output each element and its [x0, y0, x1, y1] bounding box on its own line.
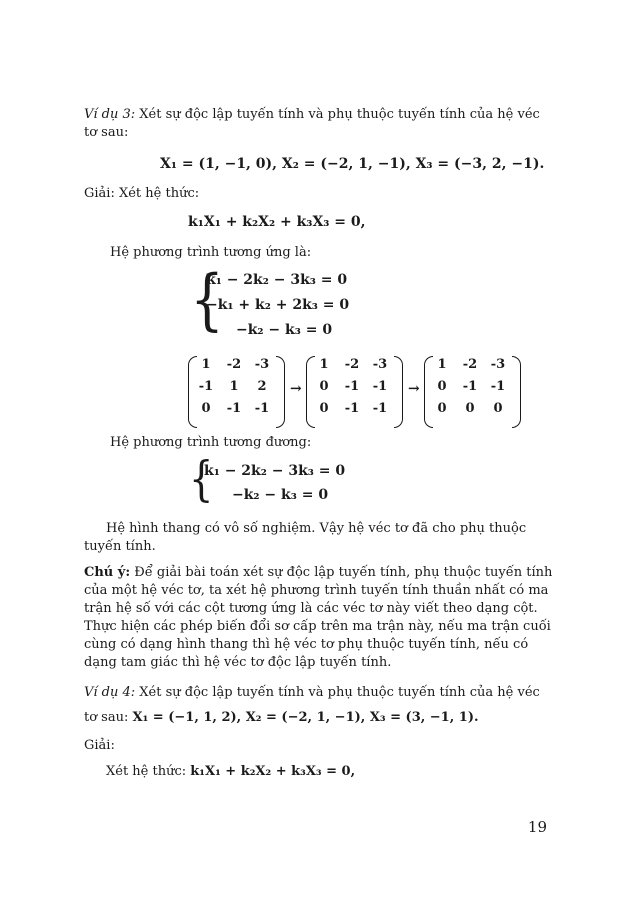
example4-intro-line2: tơ sau: — [84, 710, 129, 725]
equiv-eq-2: −k₂ − k₃ = 0 — [232, 487, 329, 503]
matrix-cell: 1 — [229, 379, 239, 394]
matrix-cell: 1 — [319, 357, 329, 372]
example4-solution-text: Xét hệ thức: — [106, 764, 187, 779]
matrix-cell: 0 — [319, 401, 329, 416]
system-eq-3: −k₂ − k₃ = 0 — [236, 322, 333, 338]
arrow-1: → — [290, 381, 302, 397]
example3-label: Ví dụ 3: — [84, 107, 136, 122]
example4-vectors: X₁ = (−1, 1, 2), X₂ = (−2, 1, −1), X₃ = (3, −1, 1). — [132, 710, 479, 725]
example4-intro-line1: Xét sự độc lập tuyến tính và phụ thuộc tuyến tính của hệ véc — [139, 685, 540, 700]
system-brace: { — [190, 261, 224, 338]
matrix-cell: -1 — [344, 379, 360, 394]
note-line-2: của một hệ véc tơ, ta xét hệ phương trình tuyến tính thuần nhất có ma — [84, 583, 549, 598]
example3-relation: k₁X₁ + k₂X₂ + k₃X₃ = 0, — [188, 214, 366, 230]
example3-vectors: X₁ = (1, −1, 0), X₂ = (−2, 1, −1), X₃ = (−3, 2, −1). — [160, 156, 545, 172]
matrix-cell: 0 — [319, 379, 329, 394]
note-line-3: trận hệ số với các cột tương ứng là các véc tơ này viết theo dạng cột. — [84, 601, 538, 616]
example4-solution-label: Giải: — [84, 738, 115, 753]
matrix-cell: 0 — [493, 401, 503, 416]
matrix-2 — [310, 357, 394, 423]
example4-intro-line2-row — [84, 710, 479, 726]
example4-label: Ví dụ 4: — [84, 685, 136, 700]
matrix-cell: 1 — [201, 357, 211, 372]
matrix-cell: -1 — [254, 401, 270, 416]
matrix-cell: -1 — [226, 401, 242, 416]
note-line-1 — [84, 565, 552, 581]
matrix-cell: -2 — [226, 357, 242, 372]
matrix-cell: -1 — [462, 379, 478, 394]
matrix-cell: 2 — [257, 379, 267, 394]
matrix-3 — [428, 357, 512, 423]
matrix-cell: -2 — [462, 357, 478, 372]
example3-conclusion-line1: Hệ hình thang có vô số nghiệm. Vậy hệ véc tơ đã cho phụ thuộc — [106, 521, 527, 536]
note-label: Chú ý: — [84, 565, 131, 580]
example3-equiv-intro: Hệ phương trình tương đương: — [110, 435, 312, 450]
matrix-1 — [192, 357, 276, 423]
matrix-cell: 0 — [437, 401, 447, 416]
example4-relation: k₁X₁ + k₂X₂ + k₃X₃ = 0, — [190, 764, 356, 779]
matrix-cell: -1 — [490, 379, 506, 394]
example3-system-intro: Hệ phương trình tương ứng là: — [110, 245, 312, 260]
matrix-cell: -2 — [344, 357, 360, 372]
matrix-cell: 1 — [437, 357, 447, 372]
note-line-4: Thực hiện các phép biến đổi sơ cấp trên ma trận này, nếu ma trận cuối — [84, 619, 551, 634]
arrow-2: → — [408, 381, 420, 397]
example4-paragraph — [84, 685, 540, 701]
system-eq-2: −k₁ + k₂ + 2k₃ = 0 — [206, 297, 350, 313]
example3-intro-line1: Xét sự độc lập tuyến tính và phụ thuộc tuyến tính của hệ véc — [139, 107, 540, 122]
matrix-cell: -1 — [372, 401, 388, 416]
matrix-cell: -1 — [198, 379, 214, 394]
example3-conclusion-line2: tuyến tính. — [84, 539, 156, 554]
example3-solution-label: Giải: — [84, 186, 115, 201]
example3-paragraph — [84, 107, 554, 123]
example3-solution-text: Xét hệ thức: — [118, 186, 200, 201]
system-eq-1: k₁ − 2k₂ − 3k₃ = 0 — [206, 272, 348, 288]
matrix-cell: -3 — [254, 357, 270, 372]
page-number: 19 — [527, 818, 547, 836]
equiv-eq-1: k₁ − 2k₂ − 3k₃ = 0 — [204, 463, 346, 479]
matrix-cell: -3 — [490, 357, 506, 372]
matrix2-right-bracket — [394, 356, 403, 428]
example3-solution — [84, 186, 199, 202]
matrix-cell: 0 — [201, 401, 211, 416]
matrix-cell: 0 — [437, 379, 447, 394]
matrix-cell: 0 — [465, 401, 475, 416]
example3-intro-line2: tơ sau: — [84, 125, 129, 140]
example4-solution — [106, 764, 355, 780]
matrix-cell: -1 — [372, 379, 388, 394]
matrix-cell: -1 — [344, 401, 360, 416]
equiv-brace: { — [189, 451, 214, 507]
note-line-5: cùng có dạng hình thang thì hệ véc tơ phụ thuộc tuyến tính, nếu có — [84, 637, 529, 652]
matrix3-right-bracket — [512, 356, 521, 428]
note-line-6: dạng tam giác thì hệ véc tơ độc lập tuyến tính. — [84, 655, 392, 670]
note-text-1: Để giải bài toán xét sự độc lập tuyến tính, phụ thuộc tuyến tính — [134, 565, 553, 580]
matrix1-right-bracket — [276, 356, 285, 428]
matrix-cell: -3 — [372, 357, 388, 372]
